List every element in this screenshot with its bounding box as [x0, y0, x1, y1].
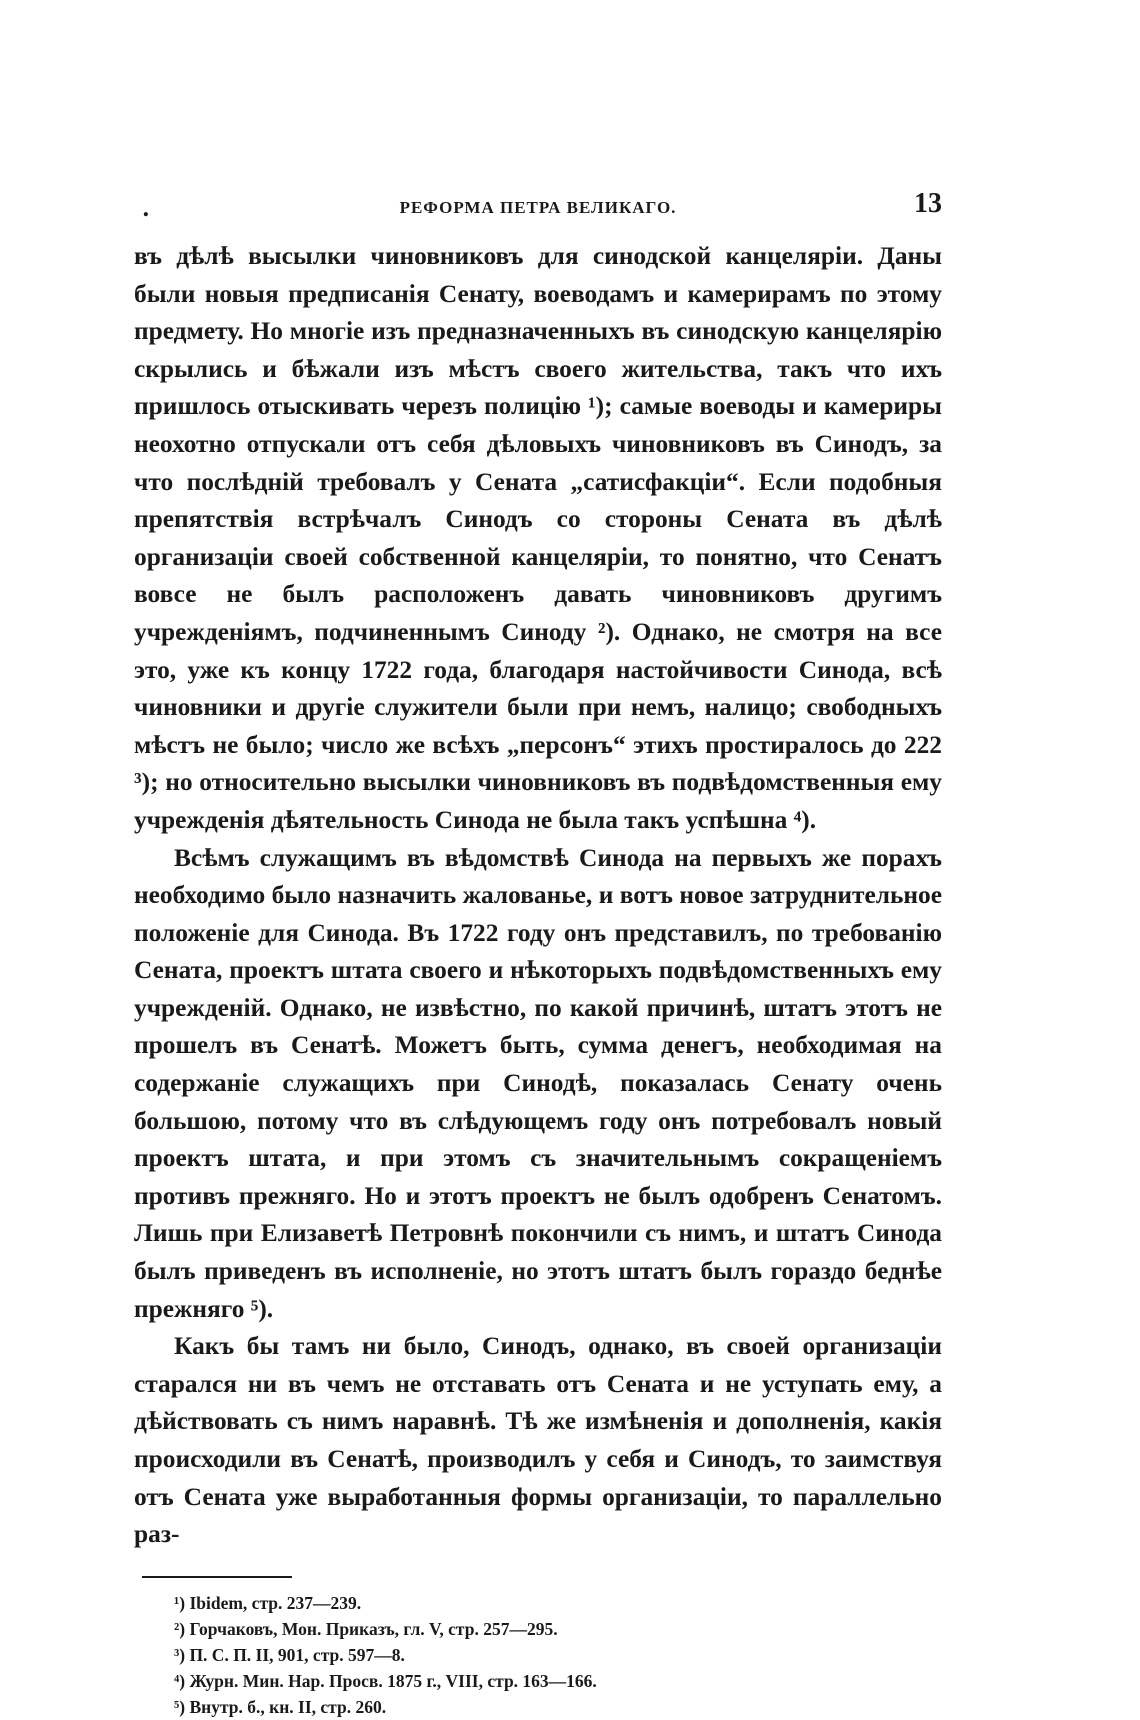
book-page [134, 190, 942, 1720]
page-number: 13 [914, 188, 942, 219]
running-title: РЕФОРМА ПЕТРА ВЕЛИКАГО. [399, 198, 677, 217]
footnote-2: ²) Горчаковъ, Мон. Приказъ, гл. V, стр. 257—295. [174, 1618, 558, 1639]
running-header [134, 190, 942, 234]
body-text [134, 238, 942, 1554]
paragraph-1: въ дѣлѣ высылки чиновниковъ для синодской канцеляріи. Даны были новыя предписанія Сенату, воеводамъ и камерирамъ по этому предмету. Но многіе изъ предназначенныхъ въ синодскую канцелярію скрылись и бѣжали изъ мѣстъ своего жительства, такъ что ихъ пришлось отыскивать черезъ полицію ¹); самые воеводы и камериры неохотно отпускали отъ себя дѣловыхъ чиновниковъ въ Синодъ, за что послѣдній требовалъ у Сената „сатисфакціи“. Если подобныя препятствія встрѣчалъ Синодъ со стороны Сената въ дѣлѣ организаціи своей собственной канцеляріи, то понятно, что Сенатъ вовсе не былъ расположенъ давать чиновниковъ другимъ учрежденіямъ, подчиненнымъ Синоду ²). Однако, не смотря на все это, уже къ концу 1722 года, благодаря настойчивости Синода, всѣ чиновники и другіе служители были при немъ, налицо; свободныхъ мѣстъ не было; число же всѣхъ „персонъ“ этихъ простиралось до 222 ³); но относительно высылки чиновниковъ въ подвѣдомственныя ему учрежденія дѣятельность Синода не была такъ успѣшна ⁴). [134, 242, 942, 834]
footnote-3: ³) П. С. П. II, 901, стр. 597—8. [174, 1644, 405, 1665]
paragraph-2: Всѣмъ служащимъ въ вѣдомствѣ Синода на первыхъ же порахъ необходимо было назначить жалованье, и вотъ новое затруднительное положеніе для Синода. Въ 1722 году онъ представилъ, по требованію Сената, проектъ штата своего и нѣкоторыхъ подвѣдомственныхъ ему учрежденій. Однако, не извѣстно, по какой причинѣ, штатъ этотъ не прошелъ въ Сенатѣ. Можетъ быть, сумма денегъ, необходимая на содержаніе служащихъ при Синодѣ, показалась Сенату очень большою, потому что въ слѣдующемъ году онъ потребовалъ новый проектъ штата, и при этомъ съ значительнымъ сокращеніемъ противъ прежняго. Но и этотъ проектъ не былъ одобренъ Сенатомъ. Лишь при Елизаветѣ Петровнѣ покончили съ нимъ, и штатъ Синода былъ приведенъ въ исполненіе, но этотъ штатъ былъ гораздо беднѣе прежняго ⁵). [134, 843, 942, 1323]
footnote-1: ¹) Ibidem, стр. 237—239. [174, 1592, 362, 1613]
footnotes [174, 1590, 942, 1720]
paragraph-3: Какъ бы тамъ ни было, Синодъ, однако, въ своей организаціи старался ни въ чемъ не отставать отъ Сената и не уступать ему, а дѣйствовать съ нимъ наравнѣ. Тѣ же измѣненія и дополненія, какія происходили въ Сенатѣ, производилъ у себя и Синодъ, то заимствуя отъ Сената уже выработанныя формы организаціи, то параллельно раз- [134, 1332, 942, 1549]
footnote-separator [142, 1576, 292, 1578]
footnote-4: ⁴) Журн. Мин. Нар. Просв. 1875 г., VIII, стр. 163—166. [174, 1670, 597, 1691]
header-dot: . [142, 196, 150, 222]
footnote-5: ⁵) Внутр. б., кн. II, стр. 260. [174, 1696, 387, 1717]
